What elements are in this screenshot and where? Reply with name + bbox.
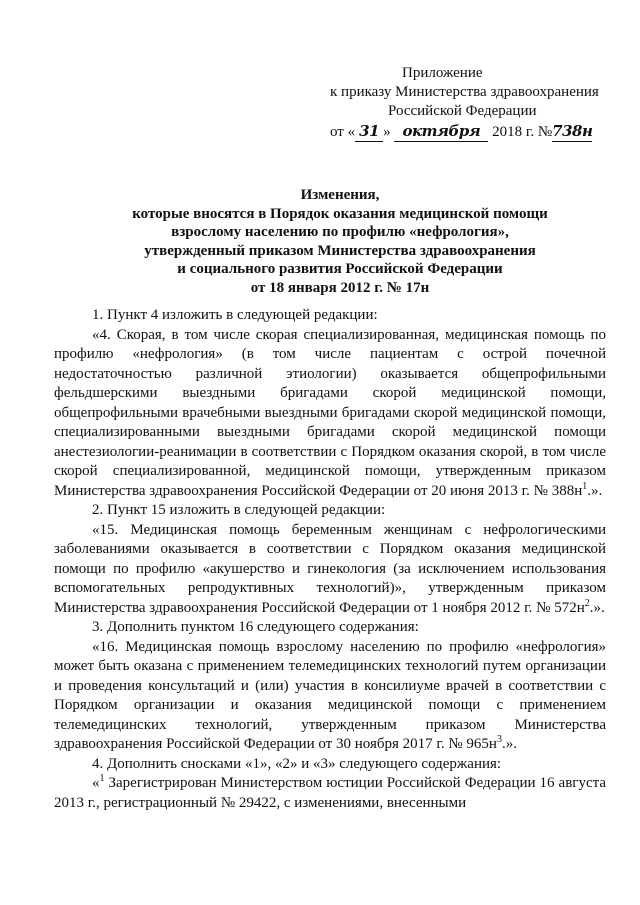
document-title xyxy=(60,186,620,297)
footnote-ref-3: 3 xyxy=(496,734,502,745)
annex-date-line xyxy=(300,122,620,142)
title-line-4: утвержденный приказом Министерства здравоохранения xyxy=(144,242,536,259)
title-line-2: которые вносятся в Порядок оказания медицинской помощи xyxy=(132,205,548,222)
paragraph-4-text: «15. Медицинская помощь беременным женщинам с нефрологическими заболеваниями оказывается в соответствии с Порядком оказания медицинской помощи по профилю «акушерство и гинекология (за исключением использования вспомогательных репродуктивных технологий)», утвержденным приказом Министерства здравоохранения Российской Федерации от 1 ноября 2012 г. № 572н xyxy=(54,521,606,616)
paragraph-8-text: Зарегистрирован Министерством юстиции Российской Федерации 16 августа 2013 г., регистрационный № 29422, с изменениями, внесенными xyxy=(54,775,606,811)
title-line-1: Изменения, xyxy=(300,187,380,203)
paragraph-7: 4. Дополнить сносками «1», «2» и «3» следующего содержания: xyxy=(92,755,502,772)
title-line-3: взрослому населению по профилю «нефрология», xyxy=(171,224,509,240)
annex-line-3: Российской Федерации xyxy=(388,103,537,119)
date-year: 2018 г. № xyxy=(492,124,553,140)
date-mid: » xyxy=(383,124,391,140)
paragraph-6-text: «16. Медицинская помощь взрослому населению по профилю «нефрология» может быть оказана с применением телемедицинских технологий путем организации и проведения консультаций и (или) участия в консилиуме врачей в соответствии с Порядком организации и оказания медицинской помощи с применением телемедицинских технологий, утвержденным приказом Министерства здравоохранения Российской Федерации от 30 ноября 2017 г. № 965н xyxy=(54,638,606,752)
title-line-6: от 18 января 2012 г. № 17н xyxy=(250,279,430,296)
paragraph-3: 2. Пункт 15 изложить в следующей редакции: xyxy=(92,502,386,518)
document-body xyxy=(54,306,606,813)
paragraph-4 xyxy=(54,521,606,619)
paragraph-6 xyxy=(54,638,606,755)
paragraph-1: 1. Пункт 4 изложить в следующей редакции: xyxy=(92,307,378,323)
paragraph-2-end: .». xyxy=(587,482,603,499)
paragraph-5: 3. Дополнить пунктом 16 следующего содержания: xyxy=(92,619,419,635)
title-line-5: и социального развития Российской Федерации xyxy=(177,261,503,277)
date-month: октября xyxy=(394,122,488,142)
date-prefix: от « xyxy=(330,124,356,140)
paragraph-8 xyxy=(54,774,606,813)
paragraph-8-start: « xyxy=(92,775,100,791)
annex-header xyxy=(300,64,620,142)
paragraph-2 xyxy=(54,326,606,502)
footnote-mark-1: 1 xyxy=(99,773,105,784)
order-number: 738н xyxy=(552,122,593,140)
footnote-ref-1: 1 xyxy=(582,480,588,492)
paragraph-6-end: .». xyxy=(501,736,517,752)
paragraph-2-text: «4. Скорая, в том числе скорая специализированная, медицинская помощь по профилю «нефрология» (в том числе пациентам с острой почечной недостаточностью различной этиологии) оказывается общепрофильными фельдшерскими выездными бригадами скорой медицинской помощи, общепрофильными врачебными выездными бригадами скорой медицинской помощи, специализированными выездными бригадами скорой медицинской помощи анестезиологии-реанимации в соответствии с Порядком оказания скорой, в том числе скорой специализированной, медицинской помощи, утвержденным приказом Министерства здравоохранения Российской Федерации от 20 июня 2013 г. № 388н xyxy=(54,326,606,499)
annex-line-1: Приложение xyxy=(402,65,483,81)
paragraph-4-end: .». xyxy=(589,599,605,616)
footnote-ref-2: 2 xyxy=(584,597,590,609)
date-day: 31 xyxy=(355,122,383,142)
annex-line-2: к приказу Министерства здравоохранения xyxy=(330,84,599,100)
